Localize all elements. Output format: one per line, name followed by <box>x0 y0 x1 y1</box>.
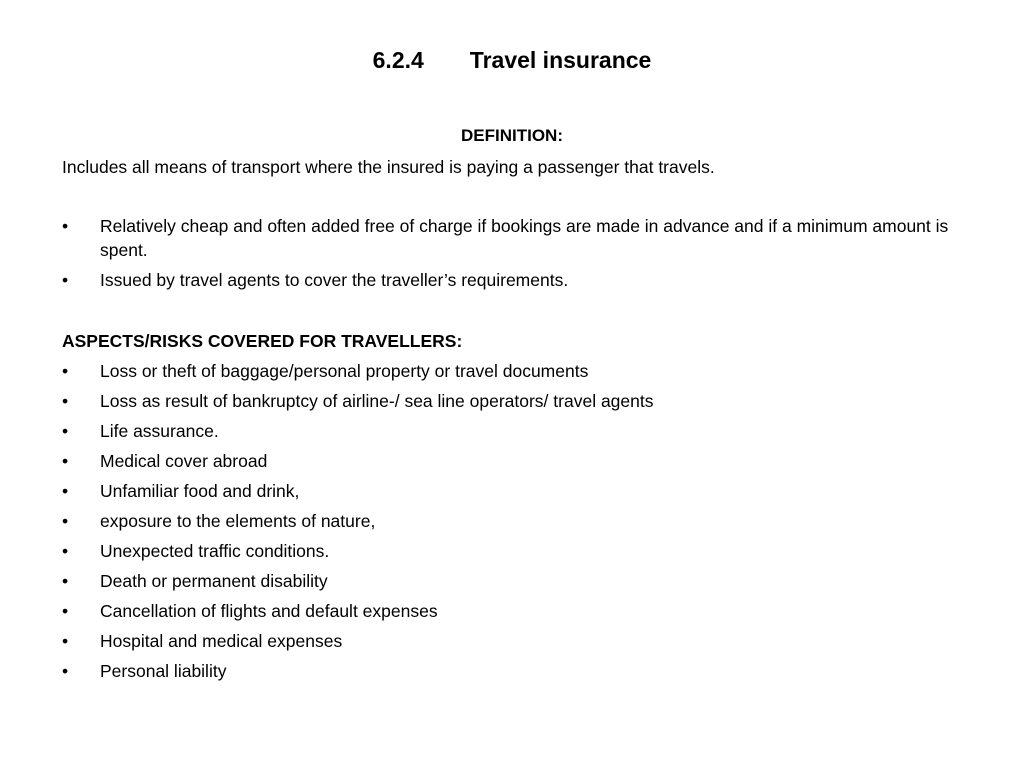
aspects-bullet-list <box>62 359 962 689</box>
bullet-icon: • <box>62 216 69 236</box>
bullet-icon: • <box>62 631 69 651</box>
bullet-icon: • <box>62 661 69 681</box>
section-title: Travel insurance <box>469 47 652 73</box>
list-item-text: Hospital and medical expenses <box>100 631 343 651</box>
list-item-text: Loss as result of bankruptcy of airline-/ sea line operators/ travel agents <box>100 391 654 411</box>
bullet-icon: • <box>62 391 69 411</box>
bullet-icon: • <box>62 571 69 591</box>
bullet-icon: • <box>62 270 69 290</box>
list-item <box>62 509 962 533</box>
list-item <box>62 599 962 623</box>
list-item-text: Relatively cheap and often added free of charge if bookings are made in advance and if a minimum amount is spent. <box>100 216 949 260</box>
list-item-text: Death or permanent disability <box>100 571 328 591</box>
bullet-icon: • <box>62 361 69 381</box>
list-item-text: Unexpected traffic conditions. <box>100 541 330 561</box>
list-item <box>62 359 962 383</box>
definition-text: Includes all means of transport where the insured is paying a passenger that travels. <box>62 157 715 177</box>
list-item <box>62 449 962 473</box>
bullet-icon: • <box>62 511 69 531</box>
page-title <box>0 44 1024 76</box>
aspects-heading: ASPECTS/RISKS COVERED FOR TRAVELLERS: <box>62 331 463 351</box>
bullet-icon: • <box>62 541 69 561</box>
list-item <box>62 268 962 292</box>
list-item-text: Issued by travel agents to cover the traveller’s requirements. <box>100 270 569 290</box>
intro-bullet-list <box>62 214 962 298</box>
list-item-text: Loss or theft of baggage/personal property or travel documents <box>100 361 589 381</box>
definition-heading: DEFINITION: <box>461 126 563 145</box>
list-item-text: Medical cover abroad <box>100 451 268 471</box>
list-item <box>62 629 962 653</box>
list-item-text: Unfamiliar food and drink, <box>100 481 300 501</box>
bullet-icon: • <box>62 601 69 621</box>
list-item <box>62 419 962 443</box>
list-item <box>62 389 962 413</box>
list-item-text: Cancellation of flights and default expenses <box>100 601 438 621</box>
bullet-icon: • <box>62 421 69 441</box>
list-item <box>62 214 962 262</box>
list-item <box>62 479 962 503</box>
list-item-text: Life assurance. <box>100 421 219 441</box>
list-item <box>62 569 962 593</box>
section-number: 6.2.4 <box>372 47 424 73</box>
bullet-icon: • <box>62 451 69 471</box>
list-item-text: Personal liability <box>100 661 227 681</box>
bullet-icon: • <box>62 481 69 501</box>
list-item <box>62 539 962 563</box>
list-item <box>62 659 962 683</box>
list-item-text: exposure to the elements of nature, <box>100 511 376 531</box>
